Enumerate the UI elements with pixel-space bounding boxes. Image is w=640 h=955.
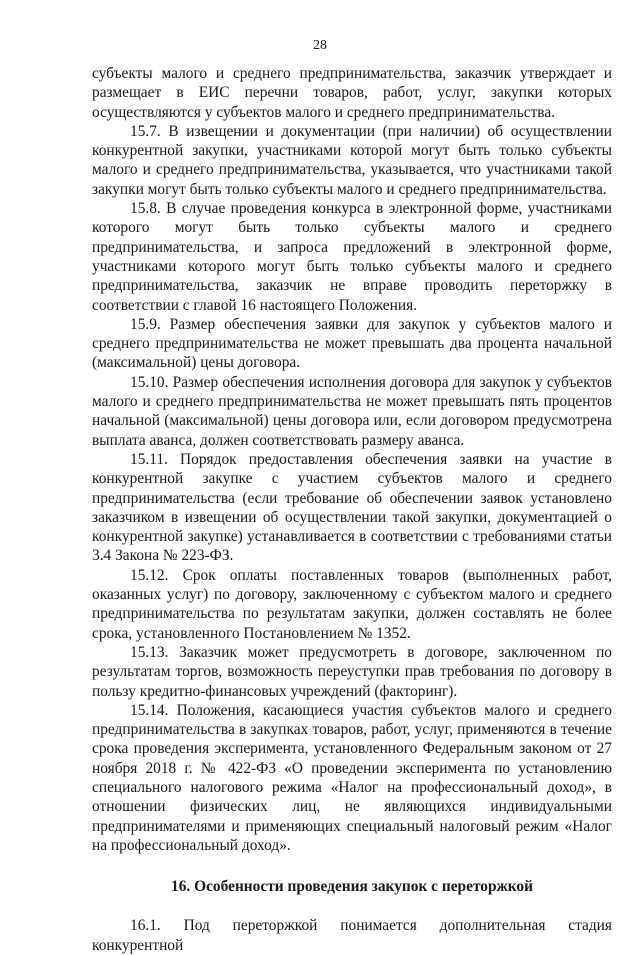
paragraph-15-12: 15.12. Срок оплаты поставленных товаров (выполненных работ, оказанных услуг) по договору, заключенному с субъектом малого и среднего предпринимательства по результатам закупки, должен составлять не более срока, установленного Постановлением № 1352. xyxy=(92,566,612,642)
paragraph-continuation: субъекты малого и среднего предпринимательства, заказчик утверждает и размещает в ЕИС перечни товаров, работ, услуг, закупки которых осуществляются у субъектов малого и среднего предпринимательства. xyxy=(92,65,612,121)
paragraph-15-11: 15.11. Порядок предоставления обеспечения заявки на участие в конкурентной закупке с участием субъектов малого и среднего предпринимательства (если требование об обеспечении заявок установлено заказчиком в извещении об осуществлении такой закупки, документацией о конкурентной закупке) устанавливается в соответствии с требованиями статьи 3.4 Закона № 223-ФЗ. xyxy=(92,450,612,565)
paragraph-15-9: 15.9. Размер обеспечения заявки для закупок у субъектов малого и среднего предпринимательства не может превышать два процента начальной (максимальной) цены договора. xyxy=(92,315,612,372)
paragraph-15-10: 15.10. Размер обеспечения исполнения договора для закупок у субъектов малого и среднего предпринимательства не может превышать пять процентов начальной (максимальной) цены договора или, если договором предусмотрена выплата аванса, должен соответствовать размеру аванса. xyxy=(92,373,612,449)
paragraph-15-7: 15.7. В извещении и документации (при наличии) об осуществлении конкурентной закупки, участниками которой могут быть только субъекты малого и среднего предпринимательства, указывается, что участниками такой закупки могут быть только субъекты малого и среднего предпринимательства. xyxy=(92,122,612,198)
document-body xyxy=(92,64,612,955)
paragraph-15-8: 15.8. В случае проведения конкурса в электронной форме, участниками которого могут быть только субъекты малого и среднего предпринимательства, и запроса предложений в электронной форме, участниками которого могут быть только субъекты малого и среднего предпринимательства, заказчик не вправе проводить переторжку в соответствии с главой 16 настоящего Положения. xyxy=(92,200,612,314)
paragraph-16-1: 16.1. Под переторжкой понимается дополнительная стадия конкурентной xyxy=(92,917,612,954)
paragraph-15-14: 15.14. Положения, касающиеся участия субъектов малого и среднего предпринимательства в закупках товаров, работ, услуг, применяются в течение срока проведения эксперимента, установленного Федеральным законом от 27 ноября 2018 г. № 422-ФЗ «О проведении эксперимента по установлению специального налогового режима «Налог на профессиональный доход», в отношении физических лиц, не являющихся индивидуальными предпринимателями и применяющих специальный налоговый режим «Налог на профессиональный доход». xyxy=(92,701,612,854)
page-number: 28 xyxy=(313,38,327,53)
paragraph-15-13: 15.13. Заказчик может предусмотреть в договоре, заключенном по результатам торгов, возможность переуступки прав требования по договору в пользу кредитно-финансовых учреждений (факторинг). xyxy=(92,643,612,700)
section-heading-16: 16. Особенности проведения закупок с переторжкой xyxy=(171,878,533,896)
